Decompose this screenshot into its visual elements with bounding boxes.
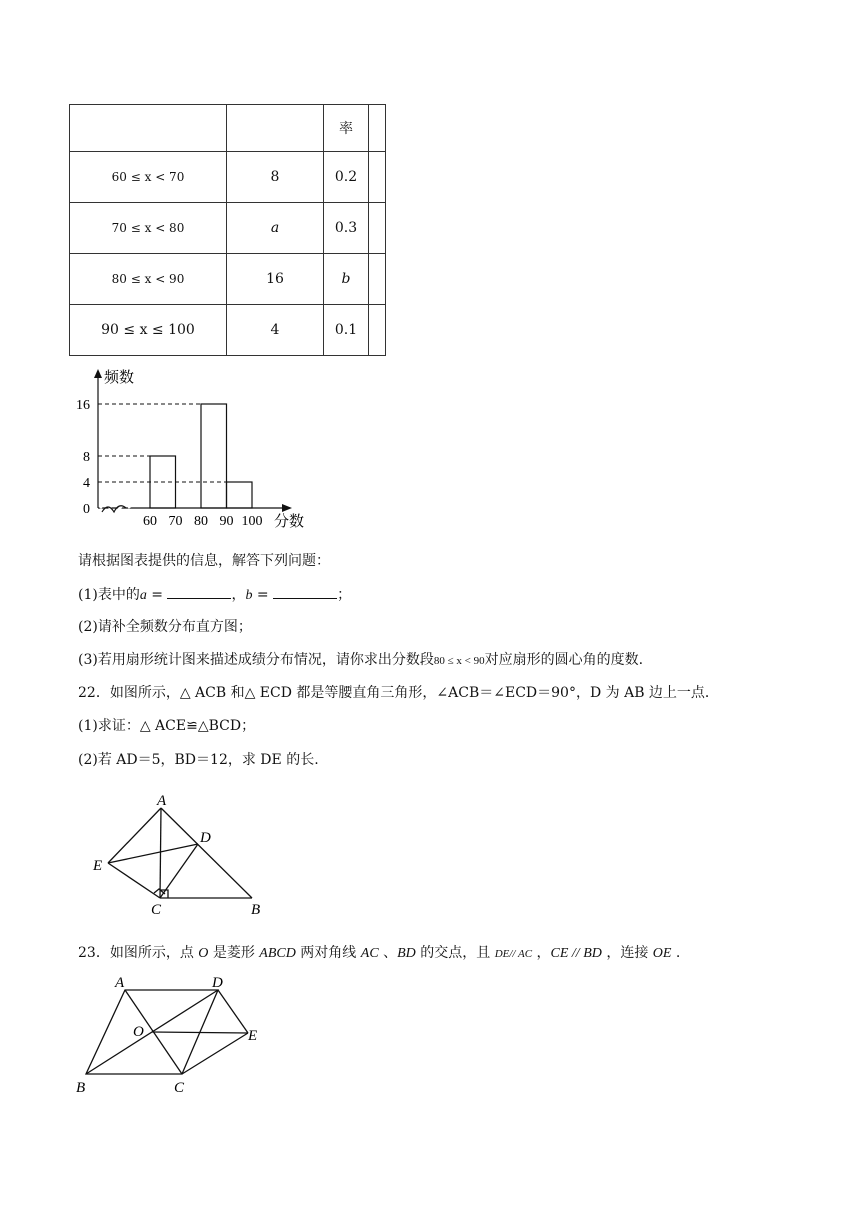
range-cell: 70 ≤ x < 80 (70, 203, 227, 254)
q22-part1: (1)求证：△ ACE≌△BCD； (78, 718, 256, 734)
q23-text: 是菱形 (208, 945, 260, 961)
separator: ， (231, 587, 246, 603)
point-label-o: O (133, 1024, 144, 1040)
segment-ea (108, 808, 161, 863)
q21-part3 (78, 650, 643, 671)
y-tick-label: 8 (83, 450, 90, 465)
diagonal-bd: BD (397, 946, 416, 961)
rhombus-name: ABCD (259, 946, 296, 961)
empty-cell (369, 152, 386, 203)
q22-part2: (2)若 AD＝5，BD＝12，求 DE 的长. (78, 752, 319, 768)
x-axis-arrow (282, 504, 292, 512)
x-tick-label: 70 (168, 514, 183, 529)
count-cell: 8 (227, 152, 324, 203)
count-cell: 4 (227, 305, 324, 356)
table-row (70, 254, 386, 305)
q23-text: . (671, 945, 681, 961)
score-range: 80 ≤ x < 90 (433, 655, 485, 667)
point-o: O (198, 946, 209, 961)
segment-oe: OE (652, 946, 672, 961)
segment-oe-line (152, 1032, 248, 1033)
table-header-cell (369, 105, 386, 152)
histogram-bar (227, 482, 253, 508)
q22-triangle-figure (90, 790, 280, 920)
table-row (70, 152, 386, 203)
segment-ec (108, 863, 160, 898)
point-label-a: A (157, 793, 167, 809)
frequency-table (69, 104, 386, 356)
q23-text: 、 (378, 945, 398, 961)
count-cell: a (227, 203, 324, 254)
count-cell: 16 (227, 254, 324, 305)
y-tick-label: 16 (76, 398, 90, 413)
frequency-histogram (70, 366, 320, 536)
q21-part3-tail: 对应扇形的圆心角的度数. (484, 652, 644, 668)
range-cell: 80 ≤ x < 90 (70, 254, 227, 305)
q21-part1-lead: (1)表中的 (78, 587, 140, 603)
q23-text: 两对角线 (295, 945, 361, 961)
end-mark: ； (337, 587, 352, 603)
histogram-bar (201, 404, 227, 508)
point-label-c: C (174, 1080, 185, 1096)
table-row (70, 305, 386, 356)
empty-cell (369, 305, 386, 356)
q21-part1 (78, 584, 351, 606)
rate-cell: 0.1 (324, 305, 369, 356)
q23-stem (78, 943, 680, 964)
q23-text: ， (532, 945, 551, 961)
segment-ab (161, 808, 252, 898)
var-b: b (245, 588, 253, 603)
rate-cell: b (324, 254, 369, 305)
x-tick-label: 100 (241, 514, 263, 529)
equals-sign: = (252, 587, 274, 603)
y-axis-arrow (94, 369, 102, 378)
rate-cell: 0.3 (324, 203, 369, 254)
y-tick-label: 0 (83, 502, 90, 517)
x-tick-label: 80 (194, 514, 208, 529)
q23-text: ，连接 (601, 945, 653, 961)
table-header-cell (227, 105, 324, 152)
table-header-cell (70, 105, 227, 152)
parallel-ce-bd: CE // BD (550, 946, 602, 961)
parallel-de-ac: DE// AC (494, 948, 533, 960)
table-header-cell: 率 (324, 105, 369, 152)
table-header-row (70, 105, 386, 152)
answer-blank-a[interactable] (167, 584, 231, 599)
q21-intro: 请根据图表提供的信息，解答下列问题： (78, 553, 330, 569)
q21-part3-lead: (3)若用扇形统计图来描述成绩分布情况，请你求出分数段 (78, 652, 434, 668)
x-tick-label: 90 (219, 514, 234, 529)
empty-cell (369, 254, 386, 305)
q23-text: 的交点，且 (415, 945, 495, 961)
rate-cell: 0.2 (324, 152, 369, 203)
x-tick-label: 60 (143, 514, 157, 529)
point-label-c: C (151, 902, 162, 918)
var-a: a (139, 588, 147, 603)
point-label-b: B (251, 902, 261, 918)
y-tick-label: 4 (83, 476, 90, 491)
point-label-d: D (200, 830, 211, 846)
empty-cell (369, 203, 386, 254)
segment-ac (160, 808, 161, 898)
y-axis-label: 频数 (104, 368, 135, 386)
q22-stem: 22．如图所示，△ ACB 和△ ECD 都是等腰直角三角形，∠ACB＝∠ECD＝90°，D 为 AB 边上一点． (78, 685, 719, 701)
range-cell: 60 ≤ x < 70 (70, 152, 227, 203)
answer-blank-b[interactable] (273, 584, 337, 599)
q23-rhombus-figure (70, 972, 270, 1102)
q23-text: 23．如图所示，点 (78, 945, 199, 961)
equals-sign: = (146, 587, 168, 603)
q21-part2: (2)请补全频数分布直方图； (78, 619, 252, 635)
point-label-b: B (76, 1080, 86, 1096)
range-cell: 90 ≤ x ≤ 100 (70, 305, 227, 356)
segment-ed (108, 844, 198, 863)
x-axis-label: 分数 (274, 512, 305, 530)
segment-ce (182, 1033, 248, 1074)
point-label-e: E (93, 858, 103, 874)
point-label-a: A (115, 975, 125, 991)
point-label-e: E (248, 1028, 258, 1044)
segment-de (218, 990, 248, 1033)
table-row (70, 203, 386, 254)
diagonal-ac: AC (360, 946, 379, 961)
point-label-d: D (212, 975, 223, 991)
